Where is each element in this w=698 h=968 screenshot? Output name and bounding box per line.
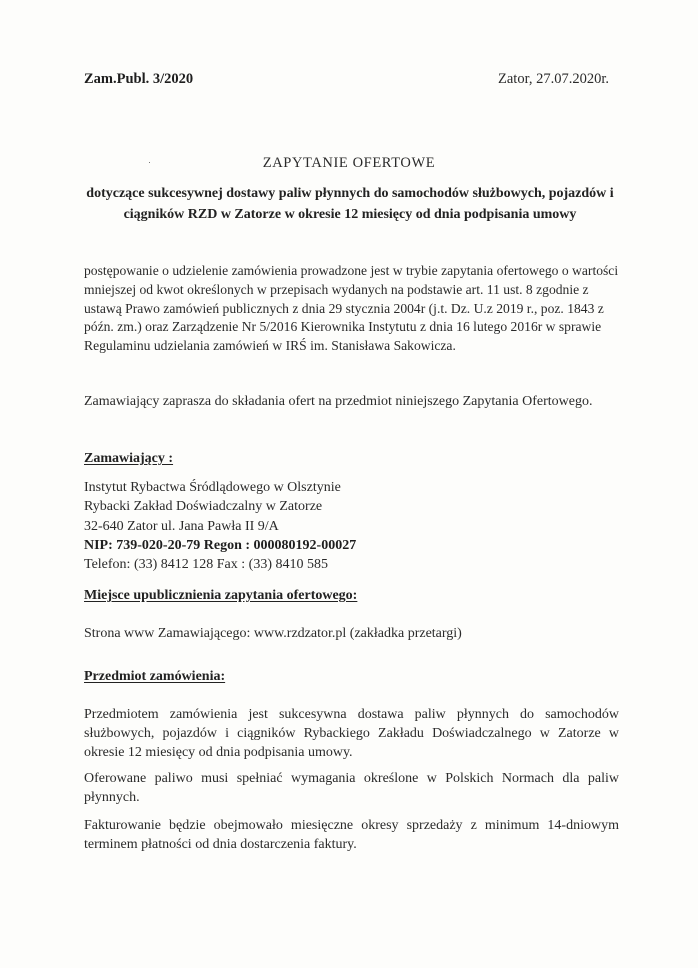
contracting-authority-block <box>84 478 356 574</box>
document-subtitle: dotyczące sukcesywnej dostawy paliw płynnych do samochodów służbowych, pojazdów i ciągników RZD w Zatorze w okresie 12 miesięcy od dnia podpisania umowy <box>86 186 614 222</box>
document-title: ZAPYTANIE OFERTOWE <box>262 155 436 171</box>
authority-address: 32-640 Zator ul. Jana Pawła II 9/A <box>84 518 279 534</box>
authority-line-2: Rybacki Zakład Doświadczalny w Zatorze <box>84 499 323 515</box>
reference-number: Zam.Publ. 3/2020 <box>84 71 194 87</box>
place-and-date: Zator, 27.07.2020r. <box>498 71 609 87</box>
subject-paragraph-3: Fakturowanie będzie obejmowało miesięczne okresy sprzedaży z minimum 14-dniowym terminem płatności od dnia dostarczenia faktury. <box>84 818 619 852</box>
subject-heading: Przedmiot zamówienia: <box>84 669 226 684</box>
intro-paragraph: postępowanie o udzielenie zamówienia prowadzone jest w trybie zapytania ofertowego o wartości mniejszej od kwot określonych w przepisach wydanych na podstawie art. 11 ust. 8 zgodnie z ustawą Prawo zamówień publicznych z dnia 29 stycznia 2004r (j.t. Dz. U.z 2019 r., poz. 1843 z późn. zm.) oraz Zarządzenie Nr 5/2016 Kierownika Instytutu z dnia 16 lutego 2016r w sprawie Regulaminu udzielania zamówień w IRŚ im. Stanisława Sakowicza. <box>84 263 619 354</box>
authority-line-1: Instytut Rybactwa Śródlądowego w Olsztynie <box>84 480 341 495</box>
subject-paragraph-1: Przedmiotem zamówienia jest sukcesywna dostawa paliw płynnych do samochodów służbowych, pojazdów i ciągników Rybackiego Zakładu Doświadczalnego w Zatorze w okresie 12 miesięcy od dnia podpisania umowy. <box>84 707 619 760</box>
authority-phone-fax: Telefon: (33) 8412 128 Fax : (33) 8410 585 <box>84 557 328 573</box>
subject-paragraph-2: Oferowane paliwo musi spełniać wymagania określone w Polskich Normach dla paliw płynnych. <box>84 771 619 805</box>
publication-text: Strona www Zamawiającego: www.rzdzator.pl (zakładka przetargi) <box>84 626 462 641</box>
authority-nip-regon: NIP: 739-020-20-79 Regon : 000080192-00027 <box>84 537 357 553</box>
contracting-authority-heading: Zamawiający : <box>84 451 174 466</box>
invitation-paragraph: Zamawiający zaprasza do składania ofert na przedmiot niniejszego Zapytania Ofertowego. <box>84 394 593 409</box>
publication-heading: Miejsce upublicznienia zapytania ofertowego: <box>84 588 358 603</box>
